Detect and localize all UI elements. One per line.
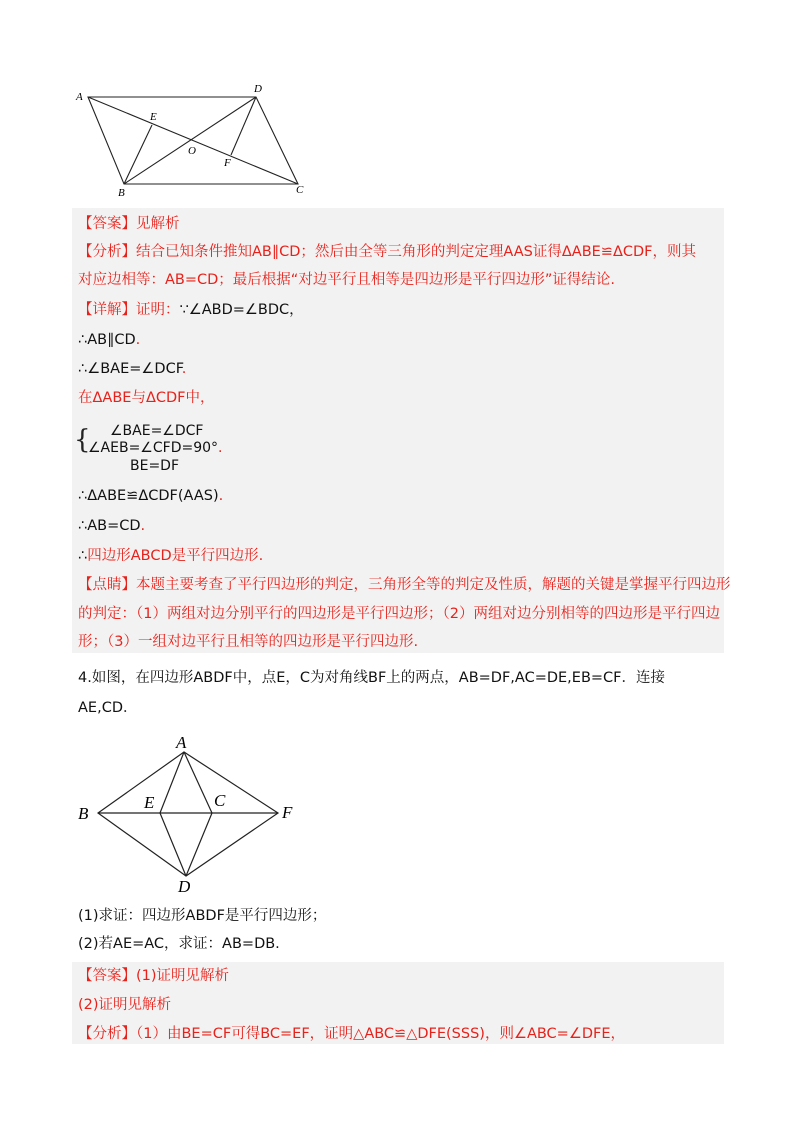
detail-6-black: ∴AB=CD (78, 518, 141, 534)
label-B: B (118, 187, 125, 199)
detail-7-black: ∴ (78, 548, 88, 564)
analysis-2-tag: 【分析】 (78, 1026, 136, 1042)
answer-tag: 【答案】 (78, 216, 136, 232)
key-point-line-1 (78, 575, 731, 595)
diagonal-BD (124, 97, 256, 184)
figure-parallelogram (72, 80, 322, 200)
answer-2-line-2: (2)证明见解析 (78, 997, 172, 1013)
detail-5-red: . (218, 488, 224, 504)
question-4-line-2: AE,CD． (78, 700, 138, 716)
label-C: C (296, 184, 304, 196)
detail-3-black: ∴∠BAE=∠DCF (78, 361, 182, 377)
label-C: C (214, 791, 226, 810)
key-point-tag: 【点睛】 (78, 577, 136, 593)
detail-3-red: . (181, 361, 187, 377)
label-E: E (144, 793, 155, 812)
detail-red: 证明： (136, 302, 180, 318)
key-point-line-2: 的判定：（1）两组对边分别平行的四边形是平行四边形；（2）两组对边分别相等的四边形是平行四边 (78, 606, 720, 622)
answer-text: 见解析 (136, 216, 180, 232)
system-line-3: BE=DF (130, 458, 180, 474)
detail-line-6 (78, 516, 145, 536)
analysis-text-1: 结合已知条件推知AB∥CD；然后由全等三角形的判定定理AAS证得ΔABE≌ΔCDF，则其 (136, 244, 696, 260)
label-D: D (254, 83, 262, 95)
sub-question-1: (1)求证：四边形ABDF是平行四边形； (78, 908, 327, 924)
answer-2-tag: 【答案】 (78, 968, 136, 984)
analysis-2-text: （1）由BE=CF可得BC=EF，证明△ABC≌△DFE(SSS)，则∠ABC=∠DFE， (136, 1026, 625, 1042)
detail-6-red: . (140, 518, 146, 534)
diagonal-AC (88, 97, 298, 184)
system-brace: { (74, 425, 91, 455)
detail-5-black: ∴ΔABE≌ΔCDF(AAS) (78, 488, 219, 504)
label-B: B (78, 804, 89, 823)
key-point-line-3: 形；（3）一组对边平行且相等的四边形是平行四边形. (78, 634, 419, 650)
detail-2-black: ∴AB∥CD (78, 332, 136, 348)
detail-7-red: 四边形ABCD是平行四边形. (87, 548, 264, 564)
question-4-line-1: 4.如图，在四边形ABDF中，点E，C为对角线BF上的两点，AB=DF,AC=DE,EB=CF．连接 (78, 670, 666, 686)
system-line-1: ∠BAE=∠DCF (110, 423, 204, 439)
detail-line-7 (78, 546, 263, 566)
label-O: O (188, 145, 196, 157)
label-F: F (224, 157, 231, 169)
answer-line (78, 214, 180, 234)
detail-2-red: . (135, 332, 141, 348)
analysis-line-1 (78, 242, 696, 262)
answer-2-line-1 (78, 966, 229, 986)
label-F: F (282, 803, 293, 822)
detail-tag: 【详解】 (78, 302, 136, 318)
detail-line-2 (78, 330, 140, 350)
sub-question-2: (2)若AE=AC，求证：AB=DB. (78, 936, 280, 952)
key-point-text-1: 本题主要考查了平行四边形的判定，三角形全等的判定及性质，解题的关键是掌握平行四边形 (136, 577, 731, 593)
label-E: E (150, 111, 157, 123)
detail-line-5 (78, 486, 223, 506)
label-A: A (76, 91, 83, 103)
analysis-2-line (78, 1024, 625, 1044)
label-D: D (178, 877, 191, 894)
figure-quadrilateral-ABDF (72, 732, 312, 894)
quadrilateral-ABDF (98, 752, 278, 876)
analysis-tag: 【分析】 (78, 244, 136, 260)
analysis-line-2: 对应边相等：AB=CD；最后根据“对边平行且相等是四边形是平行四边形”证得结论. (78, 272, 615, 288)
label-A: A (176, 733, 187, 752)
answer-2-text: (1)证明见解析 (136, 968, 230, 984)
detail-line-3 (78, 359, 186, 379)
system-line-2-tail: . (218, 440, 223, 456)
system-line-2 (88, 439, 222, 458)
detail-line-1 (78, 300, 304, 320)
detail-black: ∵∠ABD=∠BDC， (179, 302, 304, 318)
system-line-2-text: ∠AEB=∠CFD=90° (88, 440, 219, 456)
detail-line-4: 在ΔABE与ΔCDF中， (78, 390, 215, 406)
